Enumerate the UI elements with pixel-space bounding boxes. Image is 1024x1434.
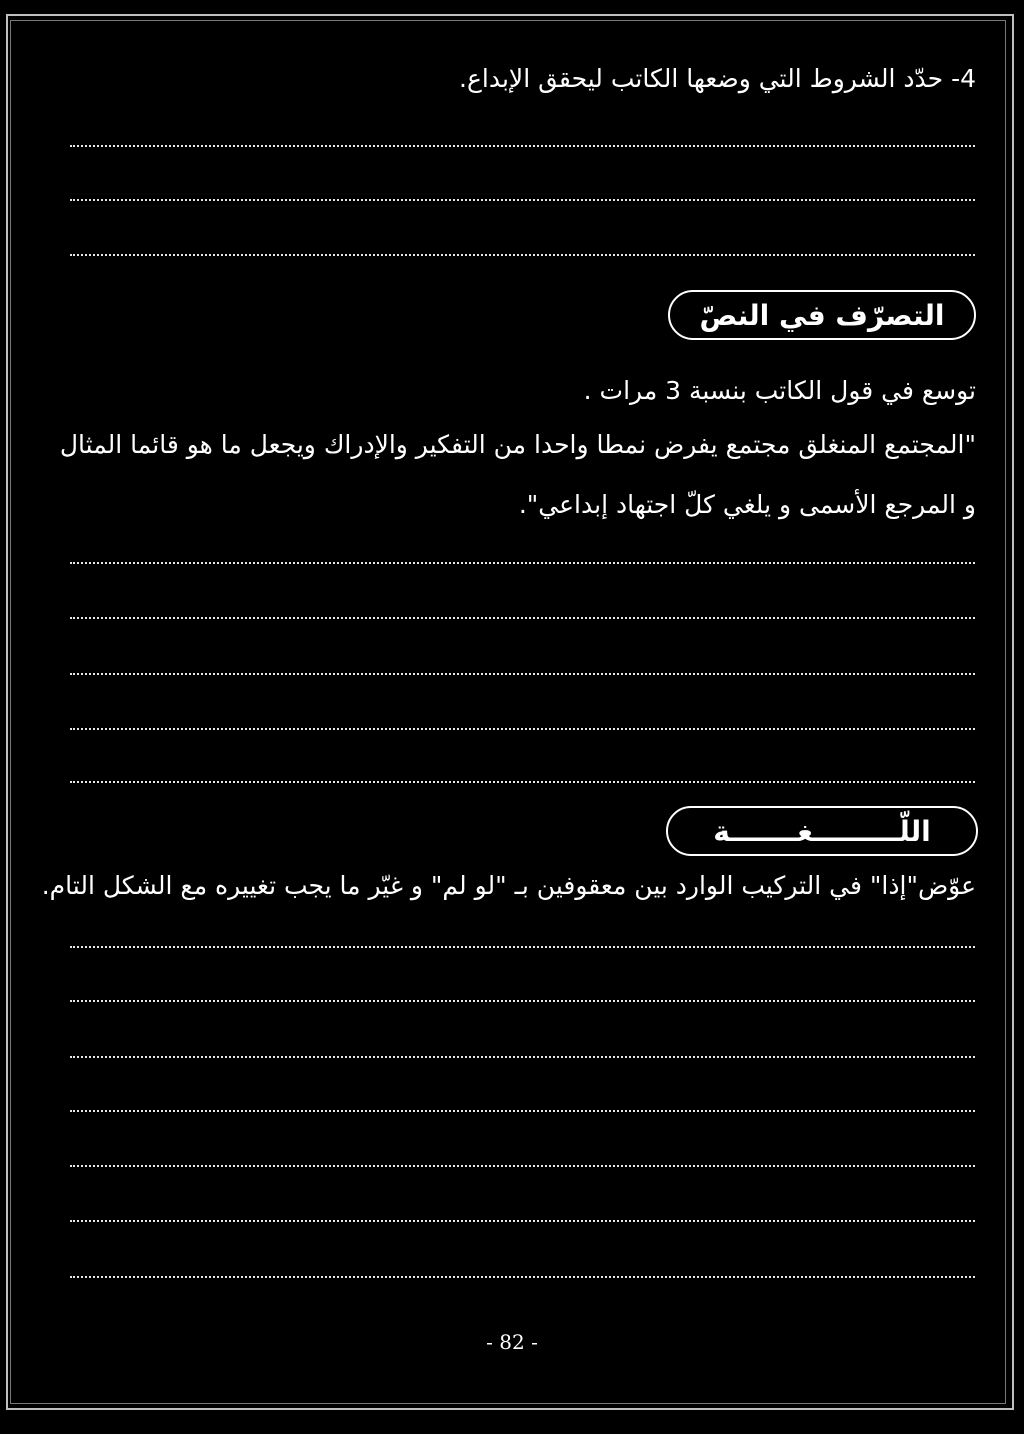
section-title-text-language: اللّـــــــــغـــــــة xyxy=(713,814,931,848)
answer-line xyxy=(70,728,975,730)
quote-line-1: "المجتمع المنغلق مجتمع يفرض نمطا واحدا من التفكير والإدراك ويجعل ما هو قائما المثال xyxy=(59,430,976,459)
section-title-pill xyxy=(666,806,978,856)
composition-instruction: توسع في قول الكاتب بنسبة 3 مرات . xyxy=(583,376,976,405)
section-title-pill xyxy=(668,290,976,340)
answer-line xyxy=(70,1276,975,1278)
section-title-text-composition: التصرّف في النصّ xyxy=(699,298,945,332)
answer-line xyxy=(70,1165,975,1167)
answer-line xyxy=(70,1000,975,1002)
answer-line xyxy=(70,1110,975,1112)
answer-line xyxy=(70,1220,975,1222)
answer-line xyxy=(70,1056,975,1058)
answer-line xyxy=(70,145,975,147)
answer-line xyxy=(70,946,975,948)
question-4: 4- حدّد الشروط التي وضعها الكاتب ليحقق الإبداع. xyxy=(459,64,976,93)
answer-line xyxy=(70,781,975,783)
page-inner-border xyxy=(10,20,1006,1404)
answer-line xyxy=(70,617,975,619)
language-instruction: عوّض"إذا" في التركيب الوارد بين معقوفين بـ "لو لم" و غيّر ما يجب تغييره مع الشكل التام. xyxy=(41,871,976,900)
answer-line xyxy=(70,562,975,564)
answer-line xyxy=(70,673,975,675)
answer-line xyxy=(70,254,975,256)
page-number: - 82 - xyxy=(486,1330,538,1354)
answer-line xyxy=(70,199,975,201)
quote-line-2: و المرجع الأسمى و يلغي كلّ اجتهاد إبداعي". xyxy=(518,490,976,519)
